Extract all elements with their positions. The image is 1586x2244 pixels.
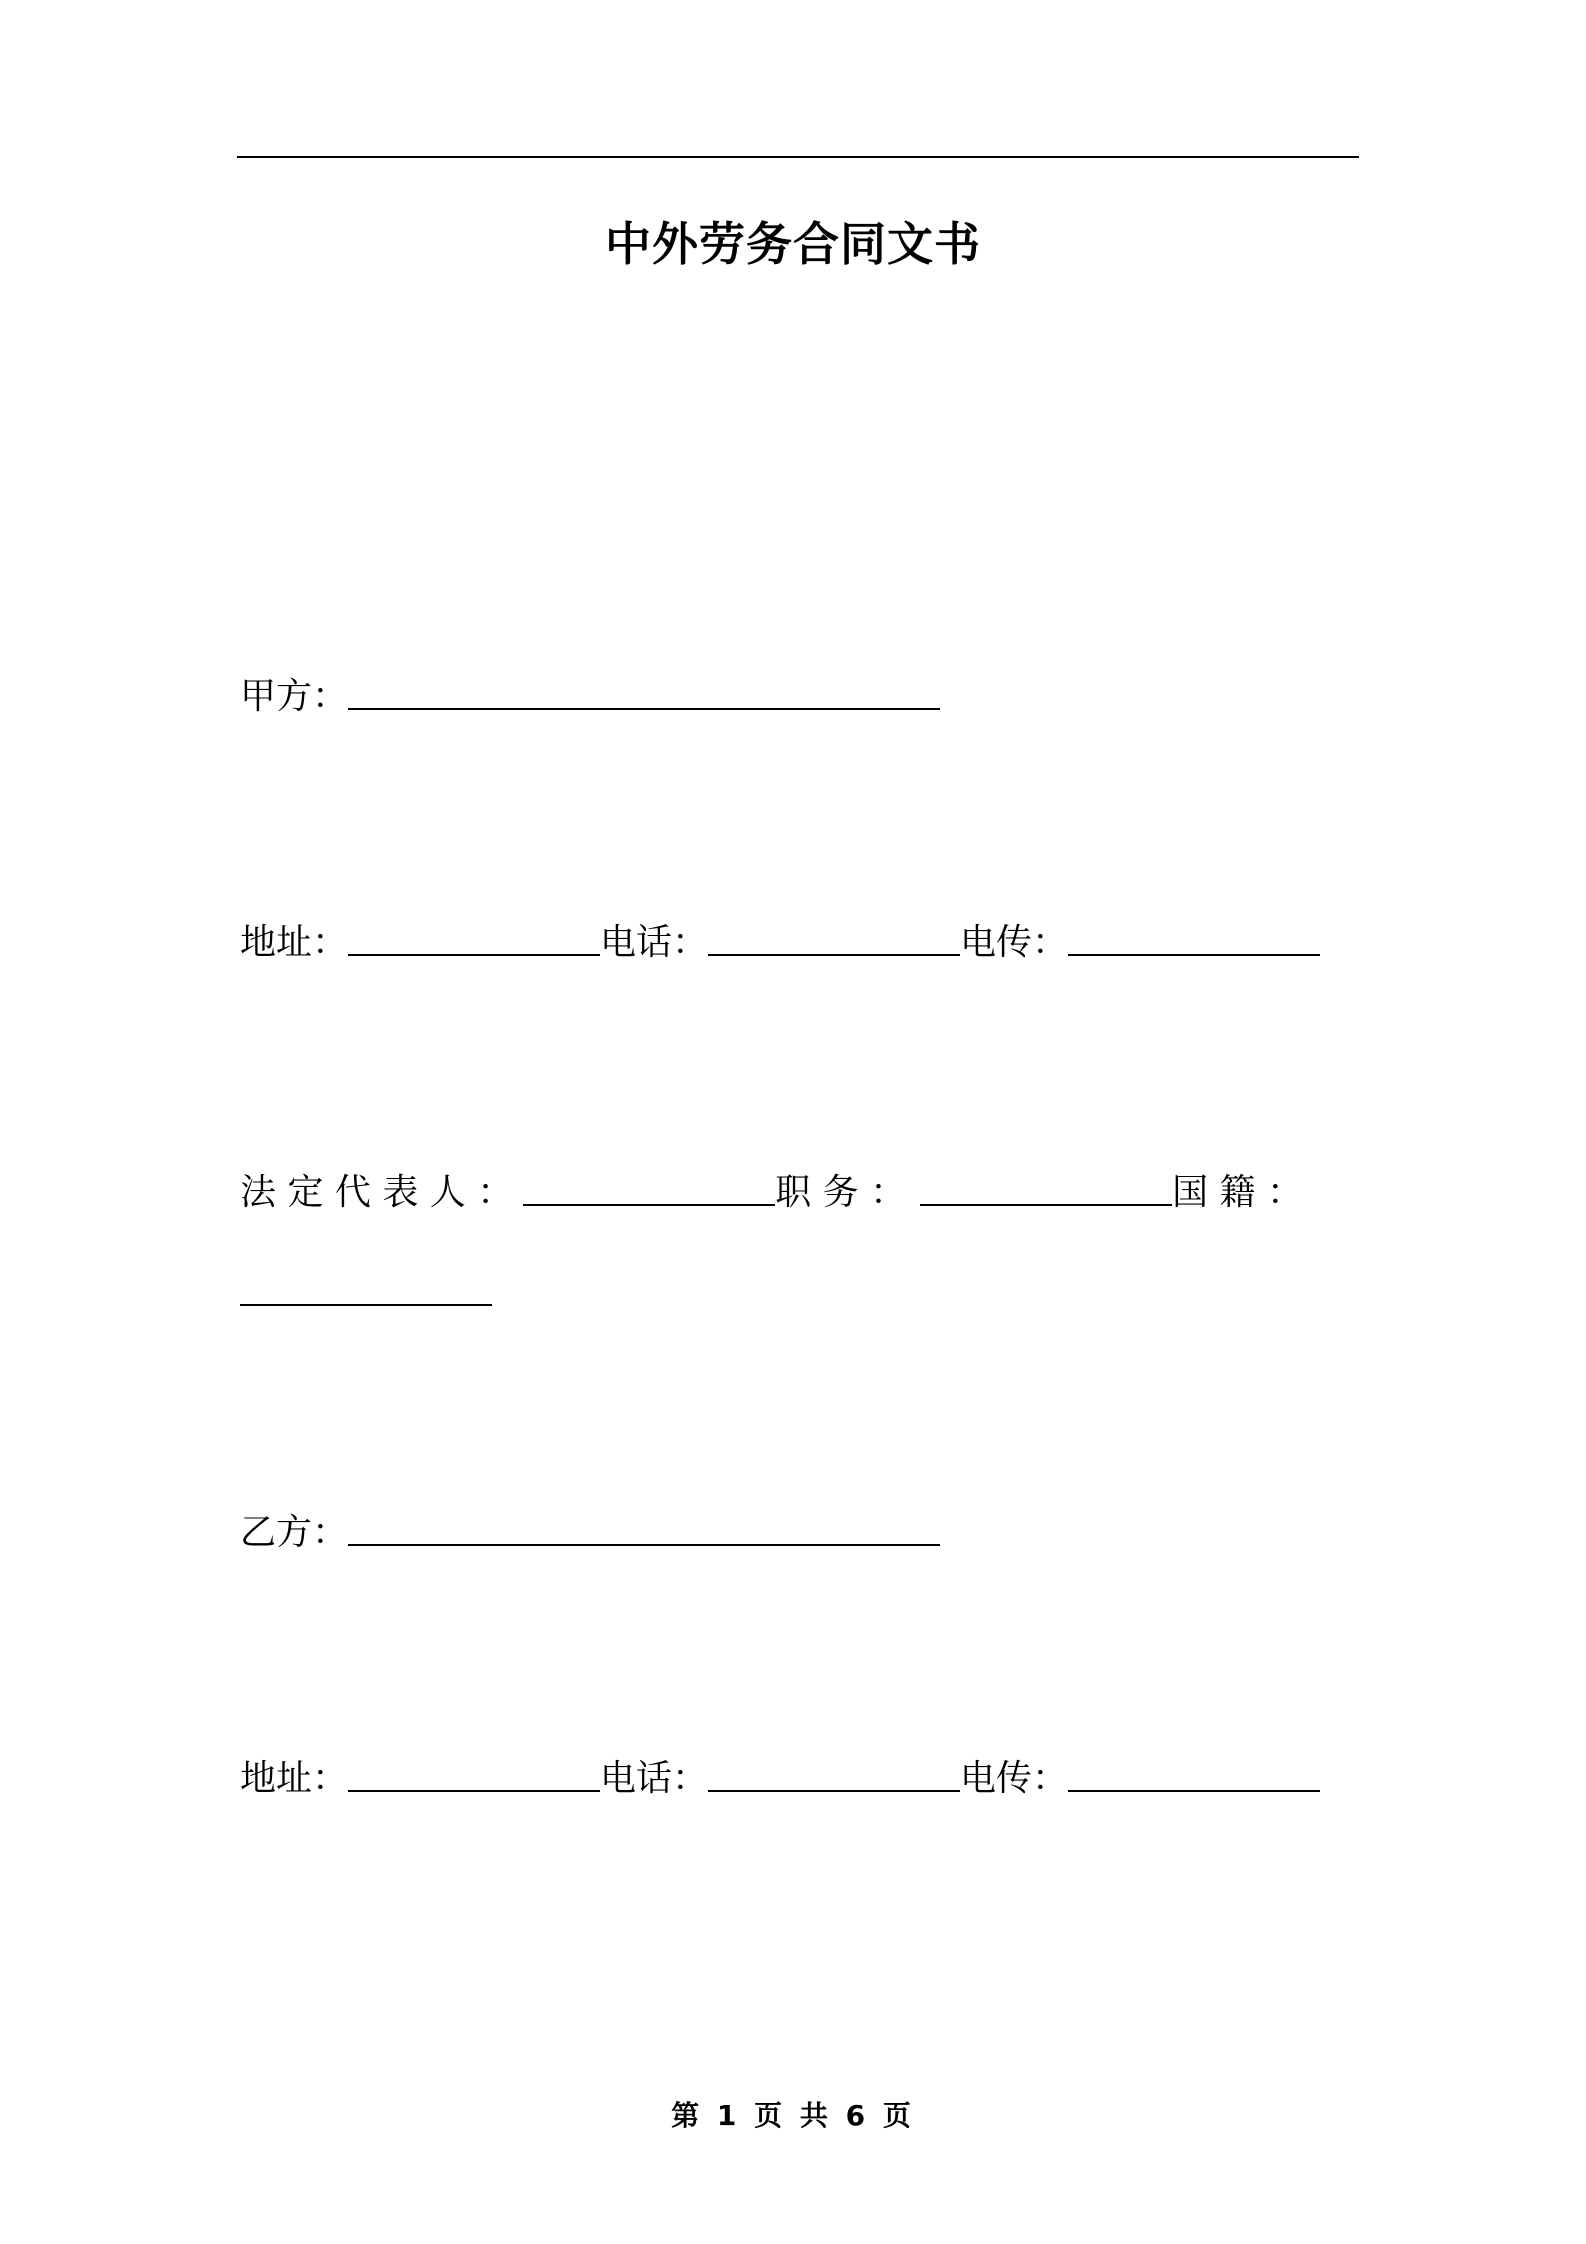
position-blank[interactable] (920, 1168, 1172, 1206)
legal-rep-blank[interactable] (523, 1168, 775, 1206)
nationality-label: 国 籍 ： (1172, 1172, 1303, 1213)
party-b-blank[interactable] (348, 1508, 940, 1546)
party-b-phone-label: 电话： (600, 1758, 709, 1799)
party-a-blank[interactable] (348, 672, 940, 710)
party-a-line (240, 672, 940, 722)
party-b-phone-blank[interactable] (708, 1754, 960, 1792)
party-a-label: 甲方： (240, 676, 349, 717)
party-a-phone-blank[interactable] (708, 918, 960, 956)
header-rule (237, 156, 1359, 158)
page-indicator: 第 1 页 共 6 页 (671, 2099, 915, 2132)
document-title: 中外劳务合同文书 (605, 217, 981, 271)
legal-rep-label: 法 定 代 表 人 ： (240, 1172, 514, 1213)
party-a-address-blank[interactable] (348, 918, 600, 956)
party-a-fax-blank[interactable] (1068, 918, 1320, 956)
party-b-fax-blank[interactable] (1068, 1754, 1320, 1792)
position-label: 职 务 ： (775, 1172, 907, 1213)
party-b-label: 乙方： (240, 1512, 349, 1553)
party-a-fax-label: 电传： (960, 922, 1069, 963)
party-a-phone-label: 电话： (600, 922, 709, 963)
party-a-address-label: 地址： (240, 922, 349, 963)
party-b-line (240, 1508, 940, 1558)
party-a-rep-line (240, 1168, 1303, 1218)
party-b-address-label: 地址： (240, 1758, 349, 1799)
party-b-address-blank[interactable] (348, 1754, 600, 1792)
nationality-blank[interactable] (240, 1268, 492, 1306)
party-a-contact-line (240, 918, 1320, 968)
party-b-contact-line (240, 1754, 1320, 1804)
party-b-fax-label: 电传： (960, 1758, 1069, 1799)
nationality-blank-line (240, 1268, 492, 1318)
